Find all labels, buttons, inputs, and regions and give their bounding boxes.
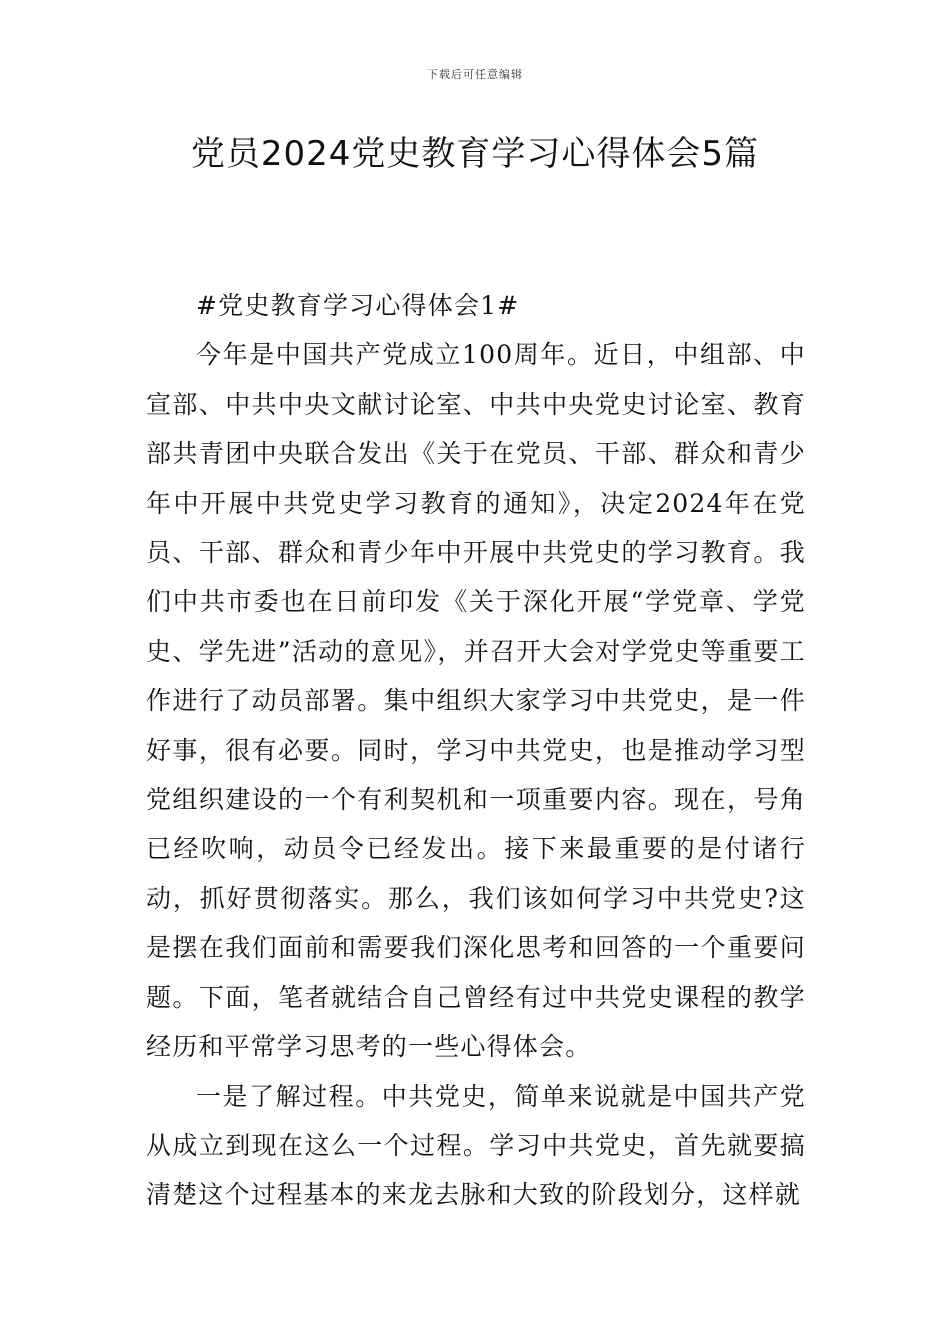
paragraph: 今年是中国共产党成立100周年。近日，中组部、中宣部、中共中央文献讨论室、中共中央党史讨论室、教育部共青团中央联合发出《关于在党员、干部、群众和青少年中开展中共党史学习教育的通知》，决定2024年在党员、干部、群众和青少年中开展中共党史的学习教育。我们中共市委也在日前印发《关于深化开展“学党章、学党史、学先进”活动的意见》，并召开大会对学党史等重要工作进行了动员部署。集中组织大家学习中共党史，是一件好事，很有必要。同时，学习中共党史，也是推动学习型党组织建设的一个有利契机和一项重要内容。现在，号角已经吹响，动员令已经发出。接下来最重要的是付诸行动，抓好贯彻落实。那么，我们该如何学习中共党史?这是摆在我们面前和需要我们深化思考和回答的一个重要问题。下面，笔者就结合自己曾经有过中共党史课程的教学经历和平常学习思考的一些心得体会。 [146,340,806,1062]
section-heading: #党史教育学习心得体会1# [196,291,520,320]
header-note: 下载后可任意编辑 [427,68,523,81]
document-body [146,281,806,1220]
document-title: 党员2024党史教育学习心得体会5篇 [190,134,760,174]
paragraph: 一是了解过程。中共党史，简单来说就是中国共产党从成立到现在这么一个过程。学习中共党史，首先就要搞清楚这个过程基本的来龙去脉和大致的阶段划分，这样就 [146,1081,806,1210]
